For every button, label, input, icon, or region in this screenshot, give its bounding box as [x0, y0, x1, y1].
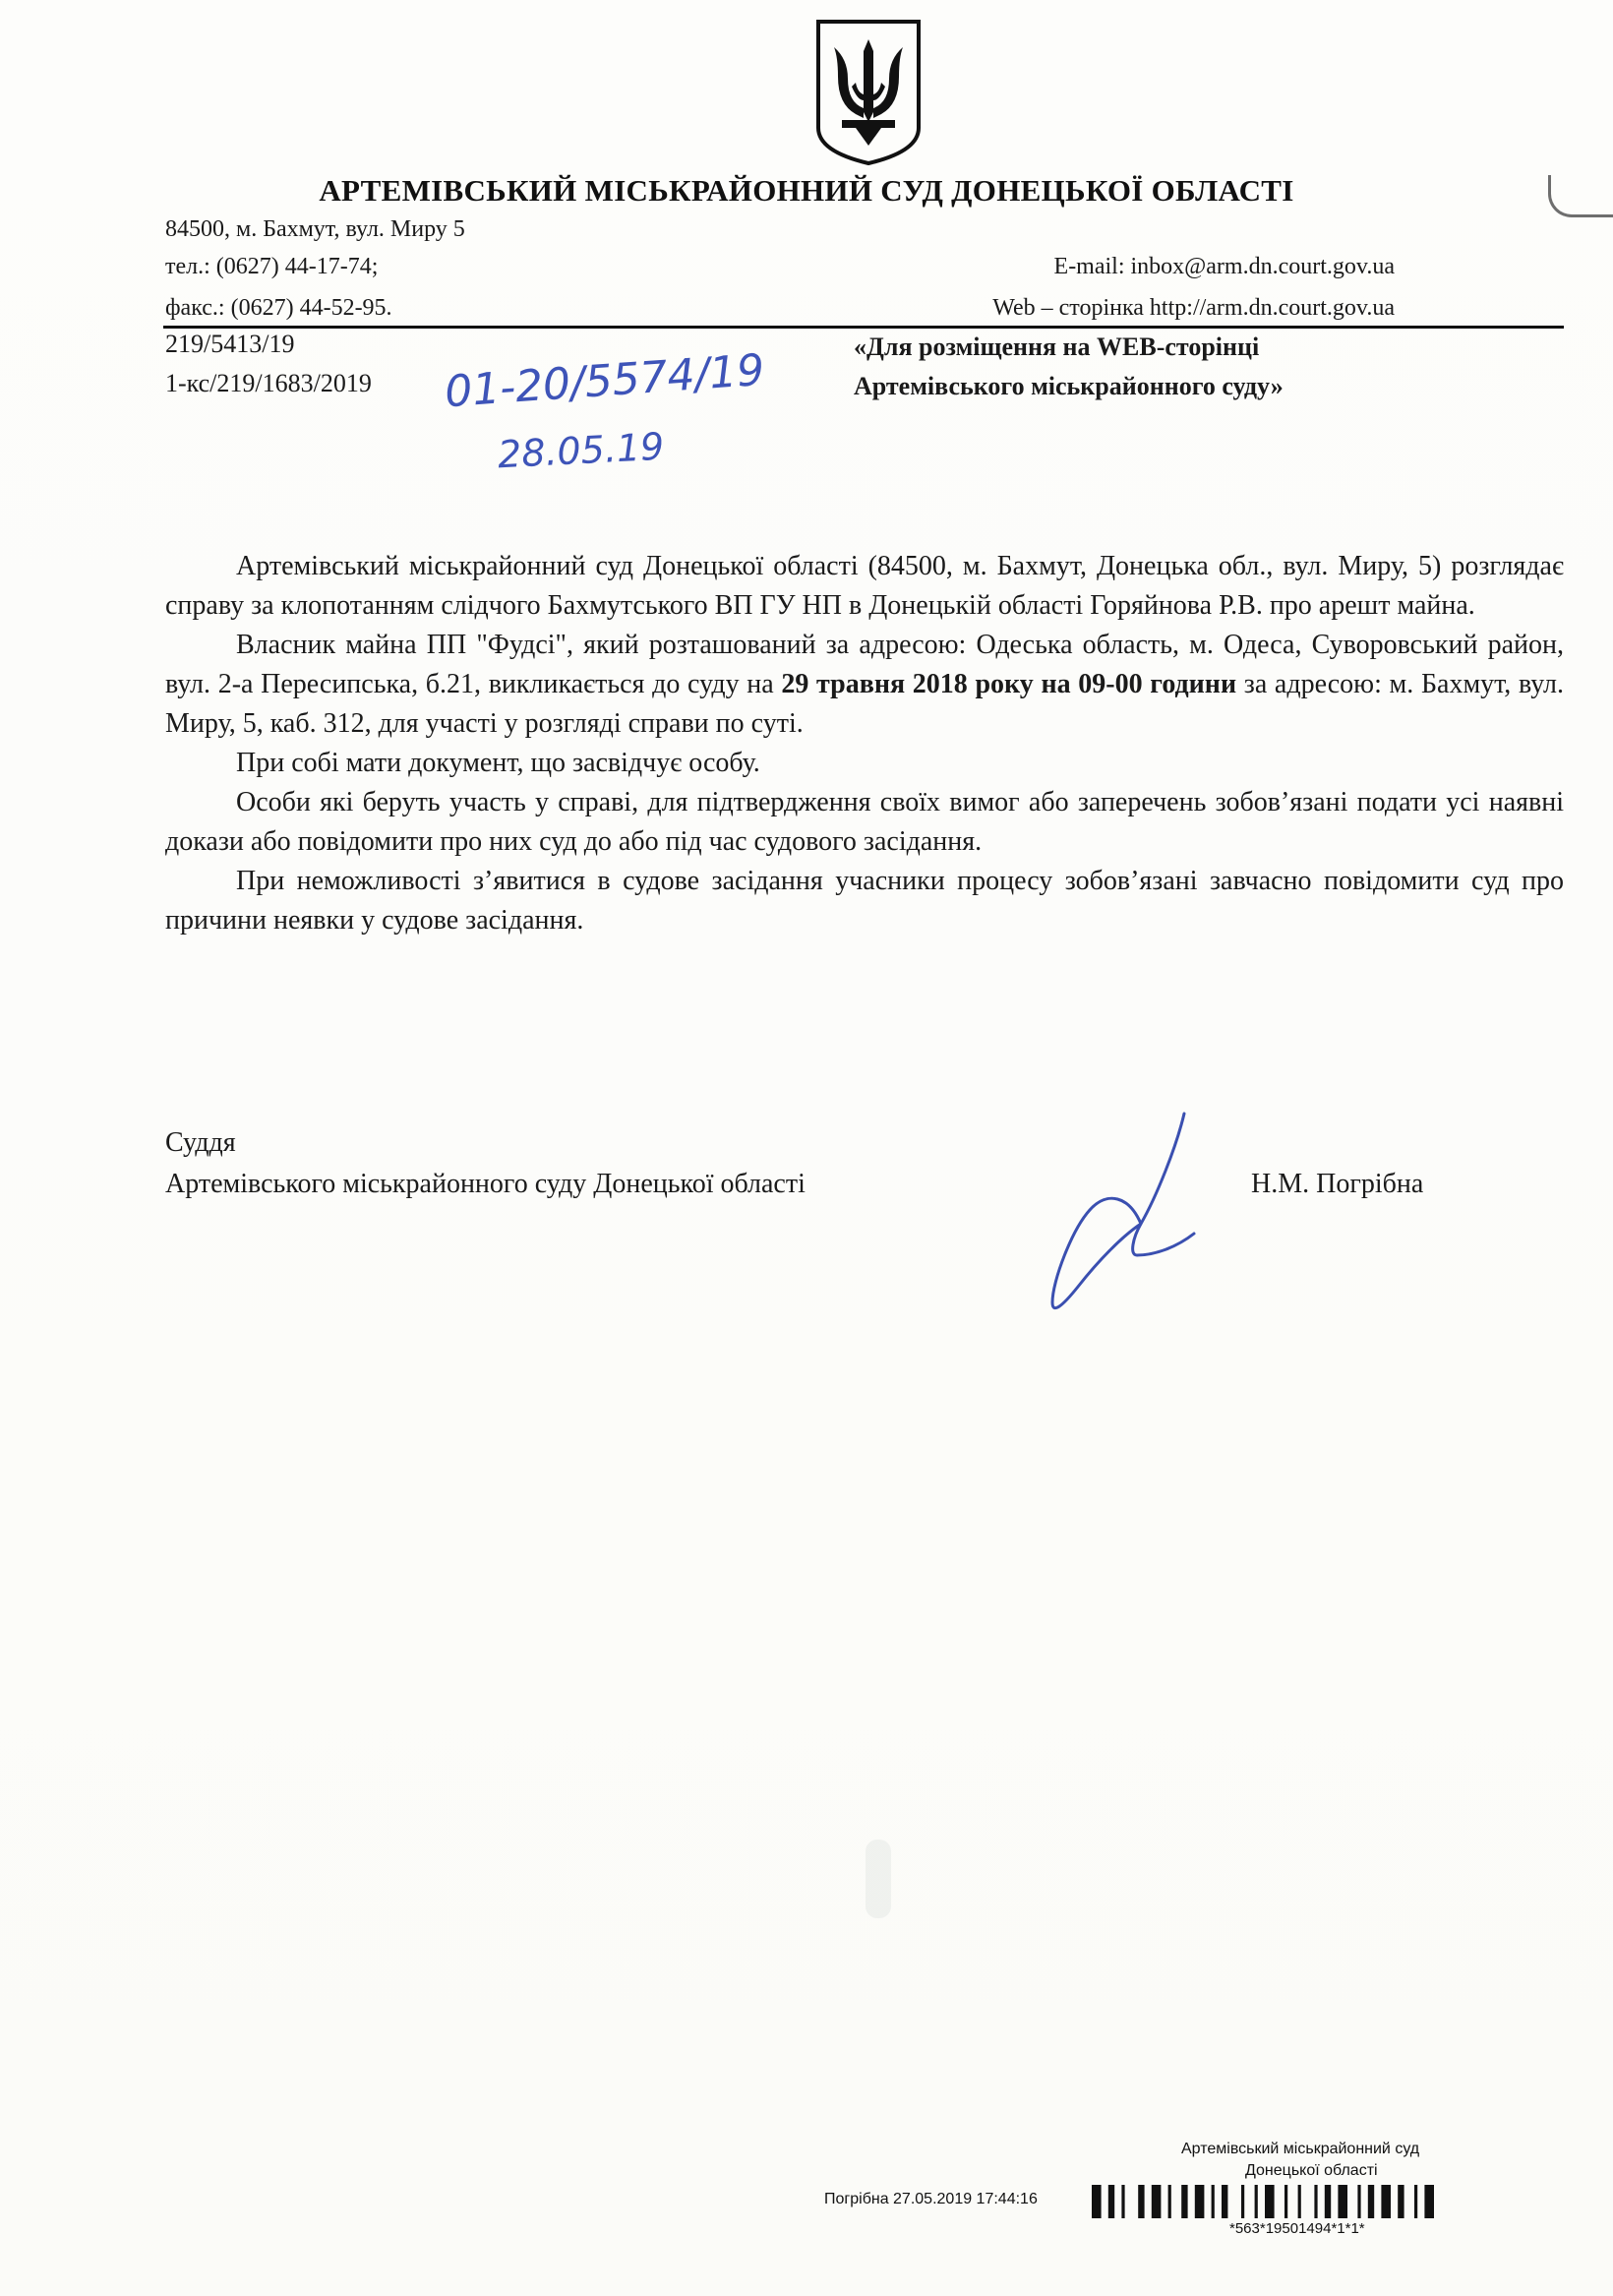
barcode-bar: [1314, 2185, 1317, 2218]
barcode-bar: [1357, 2185, 1360, 2218]
handwritten-registration-date: 28.05.19: [496, 424, 666, 477]
court-address: 84500, м. Бахмут, вул. Миру 5: [165, 216, 465, 242]
paragraph-id-document: При собі мати документ, що засвідчує особу.: [236, 748, 760, 778]
barcode-bar: [1138, 2185, 1144, 2218]
web-publication-note-line2: Артемівського міськрайонного суду»: [854, 372, 1284, 400]
barcode-bar: [1414, 2185, 1417, 2218]
stamp-court-line1: Артемівський міськрайонний суд: [1181, 2141, 1420, 2157]
scan-edge-mark: [1548, 175, 1613, 217]
hearing-datetime: 29 травня 2018 року на 09-00 години: [781, 669, 1237, 699]
barcode-caption: *563*19501494*1*1*: [1229, 2220, 1365, 2237]
summons-body: [165, 547, 1564, 940]
barcode-bar: [1381, 2185, 1391, 2218]
summons-text-end: за адресою: м. Бахмут, вул. Миру, 5, каб. 312, для участі у розгляді справи по суті.: [165, 669, 1564, 739]
web-publication-note-line1: «Для розміщення на WEB-сторінці: [854, 332, 1260, 361]
summons-text-start: Власник майна ПП "Фудсі", який розташований за адресою: Одеська область, м. Одеса, Суворовський район, вул. 2-а Пересипська, б.21, викликається до суду на: [165, 630, 1564, 699]
registration-barcode: [1092, 2185, 1568, 2218]
court-name-heading: АРТЕМІВСЬКИЙ МІСЬКРАЙОННИЙ СУД ДОНЕЦЬКОЇ ОБЛАСТІ: [319, 173, 1294, 208]
court-fax: факс.: (0627) 44-52-95.: [165, 295, 392, 321]
court-email: E-mail: inbox@arm.dn.court.gov.ua: [1053, 254, 1395, 279]
case-number: 219/5413/19: [165, 330, 295, 358]
barcode-bar: [1222, 2185, 1227, 2218]
stamp-registration-datetime: Погрібна 27.05.2019 17:44:16: [824, 2191, 1038, 2207]
barcode-bar: [1181, 2185, 1187, 2218]
barcode-bar: [1368, 2185, 1374, 2218]
proceeding-number: 1-кс/219/1683/2019: [165, 369, 372, 397]
barcode-bar: [1121, 2185, 1124, 2218]
barcode-bar: [1298, 2185, 1301, 2218]
court-phone: тел.: (0627) 44-17-74;: [165, 254, 379, 279]
barcode-bar: [1092, 2185, 1102, 2218]
court-website: Web – сторінка http://arm.dn.court.gov.ua: [992, 295, 1395, 321]
barcode-bar: [1265, 2185, 1275, 2218]
barcode-bar: [1255, 2185, 1258, 2218]
barcode-bar: [1325, 2185, 1331, 2218]
barcode-bar: [1152, 2185, 1162, 2218]
barcode-bar: [1241, 2185, 1244, 2218]
barcode-bar: [1212, 2185, 1215, 2218]
judge-name: Н.М. Погрібна: [1251, 1169, 1424, 1199]
barcode-bar: [1195, 2185, 1205, 2218]
barcode-bar: [1338, 2185, 1347, 2218]
judge-title: Суддя: [165, 1127, 236, 1158]
barcode-bar: [1398, 2185, 1404, 2218]
stamp-court-line2: Донецької області: [1245, 2162, 1378, 2179]
handwritten-signature: [1039, 1108, 1216, 1318]
paragraph-absence: При неможливості з’явитися в судове засідання учасники процесу зобов’язані завчасно повідомити суд про причини неявки у судове засідання.: [165, 866, 1564, 936]
scan-smudge: [866, 1840, 891, 1918]
barcode-bar: [1284, 2185, 1287, 2218]
judge-court: Артемівського міськрайонного суду Донецької області: [165, 1169, 806, 1199]
coat-of-arms-icon: [812, 18, 925, 167]
paragraph-case-description: Артемівський міськрайонний суд Донецької області (84500, м. Бахмут, Донецька обл., вул. Миру, 5) розглядає справу за клопотанням слідчого Бахмутського ВП ГУ НП в Донецькій області Горяйнова Р.В. про арешт майна.: [165, 551, 1564, 621]
barcode-bar: [1424, 2185, 1434, 2218]
paragraph-summons: [165, 626, 1564, 744]
handwritten-registration-number: 01-20/5574/19: [443, 344, 766, 418]
paragraph-evidence: Особи які беруть участь у справі, для підтвердження своїх вимог або заперечень зобов’язані подати усі наявні докази або повідомити про них суд до або під час судового засідання.: [165, 787, 1564, 857]
barcode-bar: [1108, 2185, 1114, 2218]
barcode-bar: [1168, 2185, 1171, 2218]
